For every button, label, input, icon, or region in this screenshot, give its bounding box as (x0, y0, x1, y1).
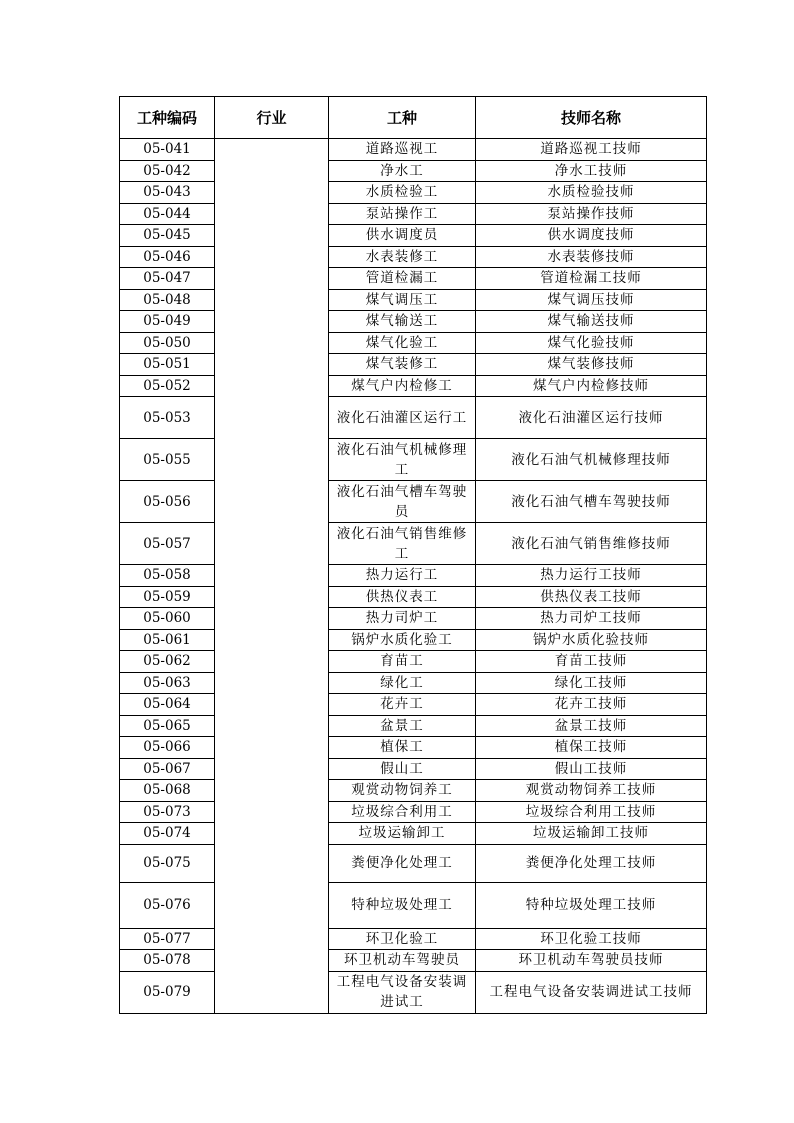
cell-trade: 净水工 (329, 160, 476, 182)
cell-code: 05-076 (120, 882, 215, 928)
table-row (120, 311, 707, 333)
cell-title: 花卉工技师 (476, 694, 707, 716)
cell-trade: 煤气户内检修工 (329, 375, 476, 397)
cell-code: 05-065 (120, 715, 215, 737)
table-row (120, 439, 707, 481)
cell-trade: 液化石油气销售维修工 (329, 523, 476, 565)
table-row (120, 715, 707, 737)
table-row (120, 801, 707, 823)
cell-trade: 垃圾运输卸工 (329, 823, 476, 845)
cell-title: 净水工技师 (476, 160, 707, 182)
table-row (120, 651, 707, 673)
cell-trade: 环卫机动车驾驶员 (329, 950, 476, 972)
header-code: 工种编码 (120, 97, 215, 139)
cell-code: 05-050 (120, 332, 215, 354)
cell-code: 05-044 (120, 203, 215, 225)
header-trade: 工种 (329, 97, 476, 139)
table-row (120, 375, 707, 397)
cell-title: 热力运行工技师 (476, 565, 707, 587)
table-row (120, 629, 707, 651)
cell-code: 05-045 (120, 225, 215, 247)
cell-trade: 泵站操作工 (329, 203, 476, 225)
cell-title: 垃圾综合利用工技师 (476, 801, 707, 823)
table-row (120, 246, 707, 268)
table-row (120, 694, 707, 716)
cell-trade: 植保工 (329, 737, 476, 759)
cell-trade: 液化石油气槽车驾驶员 (329, 481, 476, 523)
header-industry: 行业 (215, 97, 329, 139)
header-title: 技师名称 (476, 97, 707, 139)
cell-code: 05-074 (120, 823, 215, 845)
table-row (120, 780, 707, 802)
cell-trade: 工程电气设备安装调进试工 (329, 971, 476, 1013)
cell-trade: 假山工 (329, 758, 476, 780)
cell-trade: 盆景工 (329, 715, 476, 737)
cell-trade: 垃圾综合利用工 (329, 801, 476, 823)
cell-code: 05-077 (120, 928, 215, 950)
cell-trade: 液化石油灌区运行工 (329, 397, 476, 439)
table-row (120, 332, 707, 354)
cell-trade: 煤气调压工 (329, 289, 476, 311)
cell-trade: 液化石油气机械修理工 (329, 439, 476, 481)
cell-trade: 煤气化验工 (329, 332, 476, 354)
table-row (120, 758, 707, 780)
cell-title: 液化石油灌区运行技师 (476, 397, 707, 439)
cell-code: 05-066 (120, 737, 215, 759)
cell-title: 液化石油气槽车驾驶技师 (476, 481, 707, 523)
table-row (120, 182, 707, 204)
cell-title: 管道检漏工技师 (476, 268, 707, 290)
cell-title: 环卫机动车驾驶员技师 (476, 950, 707, 972)
cell-title: 液化石油气销售维修技师 (476, 523, 707, 565)
table-row (120, 928, 707, 950)
cell-trade: 锅炉水质化验工 (329, 629, 476, 651)
cell-code: 05-052 (120, 375, 215, 397)
cell-title: 绿化工技师 (476, 672, 707, 694)
cell-code: 05-056 (120, 481, 215, 523)
cell-code: 05-075 (120, 844, 215, 882)
cell-title: 垃圾运输卸工技师 (476, 823, 707, 845)
cell-title: 煤气调压技师 (476, 289, 707, 311)
cell-code: 05-061 (120, 629, 215, 651)
cell-code: 05-042 (120, 160, 215, 182)
table-row (120, 565, 707, 587)
table-body (120, 139, 707, 1014)
cell-title: 道路巡视工技师 (476, 139, 707, 161)
cell-trade: 花卉工 (329, 694, 476, 716)
cell-code: 05-055 (120, 439, 215, 481)
cell-trade: 粪便净化处理工 (329, 844, 476, 882)
cell-code: 05-058 (120, 565, 215, 587)
cell-title: 煤气户内检修技师 (476, 375, 707, 397)
cell-code: 05-057 (120, 523, 215, 565)
cell-trade: 环卫化验工 (329, 928, 476, 950)
trade-code-table (119, 96, 707, 1014)
cell-trade: 供水调度员 (329, 225, 476, 247)
cell-trade: 水表装修工 (329, 246, 476, 268)
cell-code: 05-051 (120, 354, 215, 376)
cell-title: 液化石油气机械修理技师 (476, 439, 707, 481)
cell-trade: 供热仪表工 (329, 586, 476, 608)
table-row (120, 354, 707, 376)
cell-title: 环卫化验工技师 (476, 928, 707, 950)
table-row (120, 203, 707, 225)
cell-title: 水质检验技师 (476, 182, 707, 204)
cell-title: 植保工技师 (476, 737, 707, 759)
table-row (120, 971, 707, 1013)
cell-code: 05-047 (120, 268, 215, 290)
cell-title: 特种垃圾处理工技师 (476, 882, 707, 928)
cell-trade: 育苗工 (329, 651, 476, 673)
table-row (120, 225, 707, 247)
cell-code: 05-049 (120, 311, 215, 333)
table-row (120, 950, 707, 972)
cell-title: 煤气输送技师 (476, 311, 707, 333)
cell-industry (215, 139, 329, 1014)
cell-title: 泵站操作技师 (476, 203, 707, 225)
cell-title: 粪便净化处理工技师 (476, 844, 707, 882)
cell-title: 水表装修技师 (476, 246, 707, 268)
cell-title: 观赏动物饲养工技师 (476, 780, 707, 802)
cell-code: 05-068 (120, 780, 215, 802)
cell-title: 供水调度技师 (476, 225, 707, 247)
cell-trade: 热力司炉工 (329, 608, 476, 630)
cell-code: 05-048 (120, 289, 215, 311)
cell-title: 育苗工技师 (476, 651, 707, 673)
cell-title: 供热仪表工技师 (476, 586, 707, 608)
cell-code: 05-063 (120, 672, 215, 694)
cell-code: 05-046 (120, 246, 215, 268)
cell-title: 假山工技师 (476, 758, 707, 780)
cell-code: 05-062 (120, 651, 215, 673)
cell-trade: 道路巡视工 (329, 139, 476, 161)
cell-title: 工程电气设备安装调进试工技师 (476, 971, 707, 1013)
cell-code: 05-078 (120, 950, 215, 972)
table-row (120, 160, 707, 182)
cell-code: 05-064 (120, 694, 215, 716)
cell-code: 05-067 (120, 758, 215, 780)
cell-trade: 水质检验工 (329, 182, 476, 204)
cell-title: 锅炉水质化验技师 (476, 629, 707, 651)
cell-trade: 绿化工 (329, 672, 476, 694)
cell-code: 05-043 (120, 182, 215, 204)
cell-trade: 观赏动物饲养工 (329, 780, 476, 802)
table-row (120, 481, 707, 523)
cell-code: 05-059 (120, 586, 215, 608)
cell-title: 煤气装修技师 (476, 354, 707, 376)
table-row (120, 586, 707, 608)
cell-trade: 煤气装修工 (329, 354, 476, 376)
table-row (120, 608, 707, 630)
table-header-row (120, 97, 707, 139)
table-row (120, 268, 707, 290)
cell-trade: 管道检漏工 (329, 268, 476, 290)
table-row (120, 289, 707, 311)
cell-code: 05-041 (120, 139, 215, 161)
table-row (120, 672, 707, 694)
cell-code: 05-053 (120, 397, 215, 439)
cell-trade: 煤气输送工 (329, 311, 476, 333)
table-row (120, 823, 707, 845)
table-row (120, 523, 707, 565)
table-row (120, 844, 707, 882)
cell-code: 05-060 (120, 608, 215, 630)
cell-code: 05-073 (120, 801, 215, 823)
table-row (120, 737, 707, 759)
table-row (120, 139, 707, 161)
cell-trade: 热力运行工 (329, 565, 476, 587)
table-row (120, 397, 707, 439)
cell-title: 热力司炉工技师 (476, 608, 707, 630)
cell-trade: 特种垃圾处理工 (329, 882, 476, 928)
table-row (120, 882, 707, 928)
cell-title: 盆景工技师 (476, 715, 707, 737)
cell-title: 煤气化验技师 (476, 332, 707, 354)
cell-code: 05-079 (120, 971, 215, 1013)
